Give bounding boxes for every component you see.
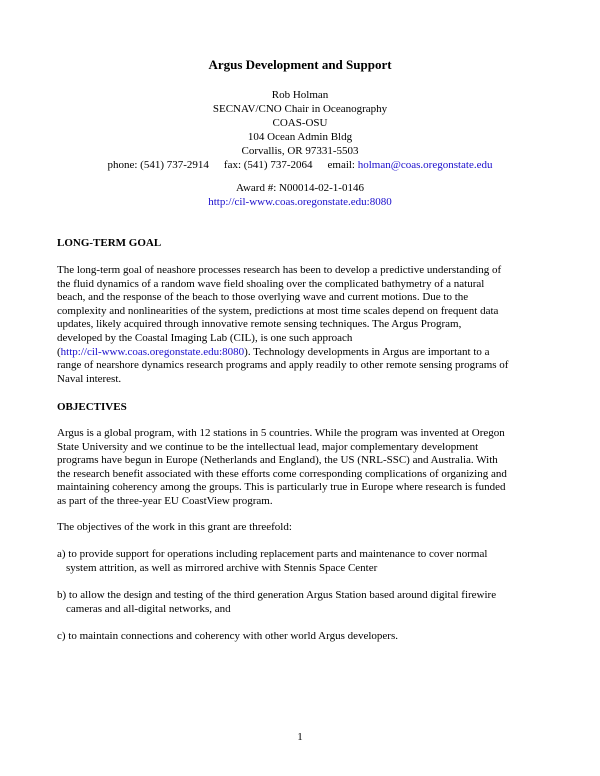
- objectives-intro: [57, 521, 543, 535]
- paragraph-line: Argus is a global program, with 12 stations in 5 countries. While the program was invented at Oregon: [57, 427, 505, 439]
- inline-url-link[interactable]: http://cil-www.coas.oregonstate.edu:8080: [60, 345, 245, 358]
- author-org: COAS-OSU: [272, 117, 328, 129]
- paragraph-line: Naval interest.: [57, 372, 122, 385]
- paragraph-line: State University and we continue to be the intellectual lead, major complementary development: [57, 440, 479, 453]
- long-term-goal-paragraph: [57, 264, 543, 386]
- item-continuation-line: cameras and all-digital networks, and: [66, 602, 231, 615]
- paragraph-line: as part of the three-year EU CoastView program.: [57, 494, 273, 507]
- email-label: email:: [327, 159, 355, 171]
- paragraph-line: maintaining coherency among the groups. This is particularly true in Europe where research is funded: [57, 481, 506, 494]
- author-address-line2: Corvallis, OR 97331-5503: [241, 145, 359, 157]
- objective-item-a: [57, 548, 543, 575]
- paragraph-line: the research benefit associated with these efforts come corresponding complications of organizing and: [57, 467, 507, 480]
- paragraph-line: range of nearshore dynamics research programs and apply readily to other remote sensing programs of: [57, 359, 509, 372]
- objectives-heading: OBJECTIVES: [57, 401, 127, 413]
- paragraph-line: complexity and nonlinearities of the system, predictions at most time scales depend on frequent data: [57, 304, 499, 317]
- item-continuation-line: system attrition, as well as mirrored archive with Stennis Space Center: [66, 561, 378, 574]
- objective-item-b: [57, 589, 543, 616]
- award-block: [57, 181, 543, 209]
- objective-item-c: [57, 630, 543, 644]
- objectives-intro-line: The objectives of the work in this grant are threefold:: [57, 521, 292, 533]
- document-page: [57, 0, 543, 776]
- paragraph-line: the fluid dynamics of a random wave field shoaling over the complicated bathymetry of a natural: [57, 277, 485, 290]
- paren-open: (: [57, 345, 61, 358]
- email-link[interactable]: holman@coas.oregonstate.edu: [357, 159, 493, 171]
- contact-row: [57, 158, 543, 172]
- award-number: Award #: N00014-02-1-0146: [236, 182, 364, 194]
- paragraph-line: programs have begun in Europe (Netherlands and England), the US (NRL-SSC) and Australia. With: [57, 454, 498, 467]
- objectives-paragraph: [57, 427, 543, 509]
- author-position: SECNAV/CNO Chair in Oceanography: [212, 103, 388, 115]
- item-first-line: a) to provide support for operations including replacement parts and maintenance to cover normal: [57, 548, 488, 560]
- fax-text: fax: (541) 737-2064: [223, 159, 313, 171]
- paragraph-line-with-link: [57, 346, 543, 360]
- phone-text: phone: (541) 737-2914: [107, 159, 209, 171]
- long-term-goal-heading: LONG-TERM GOAL: [57, 237, 162, 249]
- project-url-link[interactable]: http://cil-www.coas.oregonstate.edu:8080: [208, 196, 392, 208]
- document-title: Argus Development and Support: [208, 57, 392, 72]
- author-name: Rob Holman: [271, 89, 329, 101]
- link-line-suffix: ). Technology developments in Argus are important to a: [244, 345, 490, 358]
- paragraph-line: The long-term goal of neashore processes research has been to develop a predictive understanding of: [57, 264, 502, 276]
- author-address-line1: 104 Ocean Admin Bldg: [247, 131, 353, 143]
- item-first-line: c) to maintain connections and coherency with other world Argus developers.: [57, 630, 399, 642]
- paragraph-line: updates, likely acquired through innovative remote sensing techniques. The Argus Program,: [57, 318, 462, 331]
- paragraph-line: developed by the Coastal Imaging Lab (CIL), is one such approach: [57, 331, 353, 344]
- item-first-line: b) to allow the design and testing of the third generation Argus Station based around digital firewire: [57, 589, 497, 601]
- author-block: [57, 88, 543, 172]
- paragraph-line: beach, and the response of the beach to those overlying wave and current motions. Due to the: [57, 291, 469, 304]
- page-number: 1: [297, 731, 303, 743]
